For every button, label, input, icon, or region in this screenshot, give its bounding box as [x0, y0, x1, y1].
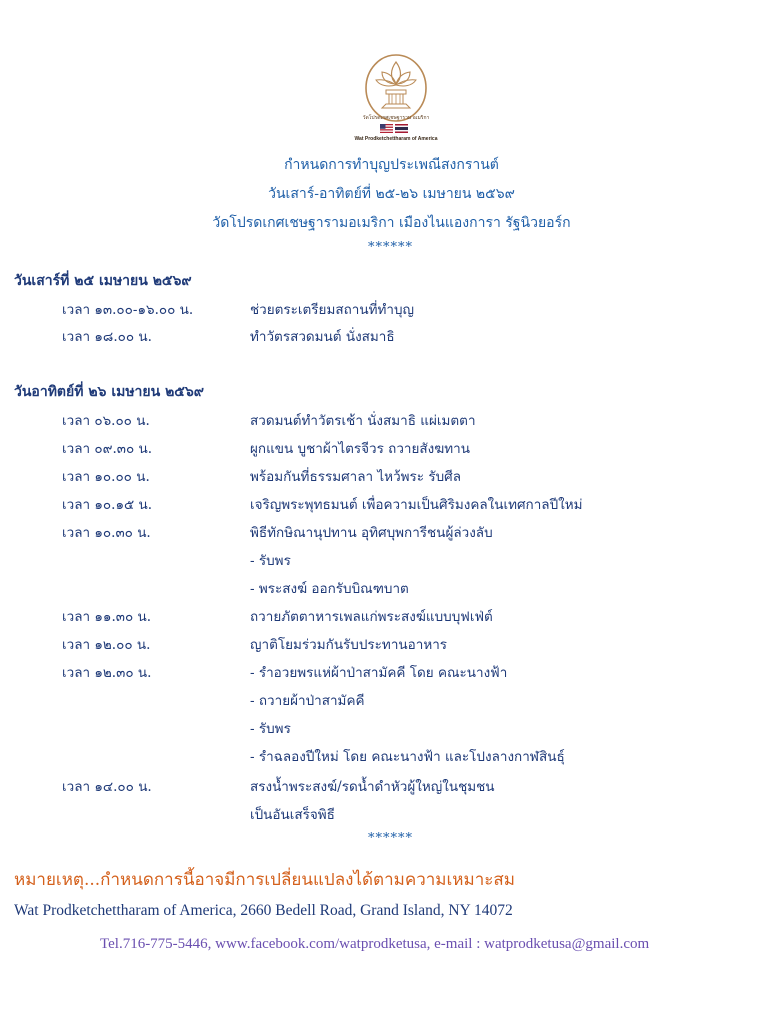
schedule-row — [0, 661, 783, 683]
logo-name-en: Wat Prodketchettharam of America — [354, 136, 438, 142]
schedule-subrow — [0, 803, 783, 825]
schedule-activity: ผูกแขน บูชาผ้าไตรจีวร ถวายสังฆทาน — [250, 441, 470, 457]
schedule-activity: - รับพร — [250, 553, 291, 569]
schedule-row — [0, 775, 783, 797]
schedule-row — [0, 521, 783, 543]
schedule-row — [0, 605, 783, 627]
schedule-note: หมายเหตุ...กำหนดการนี้อาจมีการเปลี่ยนแปลงได้ตามความเหมาะสม — [14, 870, 515, 890]
schedule-subrow — [0, 689, 783, 711]
schedule-subrow — [0, 745, 783, 767]
day1-heading: วันเสาร์ที่ ๒๕ เมษายน ๒๕๖๙ — [14, 273, 192, 289]
schedule-time: เวลา ๑๐.๑๕ น. — [62, 497, 153, 513]
thai-flag-icon — [395, 124, 408, 133]
schedule-row — [0, 298, 783, 320]
temple-address: Wat Prodketchettharam of America, 2660 Bedell Road, Grand Island, NY 14072 — [14, 902, 513, 919]
schedule-subrow — [0, 717, 783, 739]
schedule-time: เวลา ๐๙.๓๐ น. — [62, 441, 153, 457]
schedule-activity: ญาติโยมร่วมกันรับประทานอาหาร — [250, 637, 448, 653]
contact-info: Tel.716-775-5446, www.facebook.com/watprodketusa, e-mail : watprodketusa@gmail.com — [100, 936, 650, 952]
schedule-activity: พร้อมกันที่ธรรมศาลา ไหว้พระ รับศีล — [250, 469, 462, 485]
event-location: วัดโปรดเกศเชษฐารามอเมริกา เมืองไนแองการา รัฐนิวยอร์ก — [212, 215, 571, 231]
schedule-time: เวลา ๑๘.๐๐ น. — [62, 329, 152, 345]
schedule-time: เวลา ๑๐.๐๐ น. — [62, 469, 150, 485]
schedule-time: เวลา ๐๖.๐๐ น. — [62, 413, 150, 429]
schedule-title: กำหนดการทำบุญประเพณีสงกรานต์ — [284, 157, 499, 173]
schedule-row — [0, 493, 783, 515]
schedule-activity: - ถวายผ้าป่าสามัคคี — [250, 693, 365, 709]
day2-heading: วันอาทิตย์ที่ ๒๖ เมษายน ๒๕๖๙ — [14, 384, 205, 400]
schedule-time: เวลา ๑๔.๐๐ น. — [62, 779, 152, 795]
schedule-activity: - พระสงฆ์ ออกรับบิณฑบาต — [250, 581, 409, 597]
header-divider: ****** — [368, 240, 413, 255]
schedule-subrow — [0, 549, 783, 571]
schedule-row — [0, 325, 783, 347]
schedule-activity: - รำฉลองปีใหม่ โดย คณะนางฟ้า และโปงลางกาฬสินธุ์ — [250, 749, 565, 765]
schedule-activity: - รำอวยพรแห่ผ้าป่าสามัคคี โดย คณะนางฟ้า — [250, 665, 508, 681]
schedule-row — [0, 465, 783, 487]
schedule-time: เวลา ๑๓.๐๐-๑๖.๐๐ น. — [62, 302, 194, 318]
schedule-activity: พิธีทักษิณานุปทาน อุทิศบุพการีชนผู้ล่วงลับ — [250, 525, 493, 541]
schedule-time: เวลา ๑๐.๓๐ น. — [62, 525, 151, 541]
schedule-activity: ถวายภัตตาหารเพลแก่พระสงฆ์แบบบุฟเฟ่ต์ — [250, 609, 493, 625]
schedule-activity: เป็นอันเสร็จพิธี — [250, 807, 335, 823]
schedule-row — [0, 633, 783, 655]
schedule-time: เวลา ๑๒.๓๐ น. — [62, 665, 152, 681]
schedule-row — [0, 437, 783, 459]
schedule-activity: ทำวัตรสวดมนต์ นั่งสมาธิ — [250, 329, 395, 345]
schedule-time: เวลา ๑๒.๐๐ น. — [62, 637, 151, 653]
schedule-activity: สรงน้ำพระสงฆ์/รดน้ำดำหัวผู้ใหญ่ในชุมชน — [250, 779, 495, 795]
logo-caption: วัดโปรดเกศเชษฐาราม อเมริกา — [362, 115, 430, 121]
schedule-subrow — [0, 577, 783, 599]
schedule-time: เวลา ๑๑.๓๐ น. — [62, 609, 152, 625]
schedule-activity: สวดมนต์ทำวัตรเช้า นั่งสมาธิ แผ่เมตตา — [250, 413, 476, 429]
event-dates: วันเสาร์-อาทิตย์ที่ ๒๕-๒๖ เมษายน ๒๕๖๙ — [268, 186, 515, 202]
schedule-row — [0, 409, 783, 431]
schedule-activity: - รับพร — [250, 721, 291, 737]
schedule-activity: ช่วยตระเตรียมสถานที่ทำบุญ — [250, 302, 415, 318]
us-flag-icon — [380, 124, 393, 133]
schedule-activity: เจริญพระพุทธมนต์ เพื่อความเป็นศิริมงคลในเทศกาลปีใหม่ — [250, 497, 583, 513]
footer-divider: ****** — [368, 831, 413, 846]
